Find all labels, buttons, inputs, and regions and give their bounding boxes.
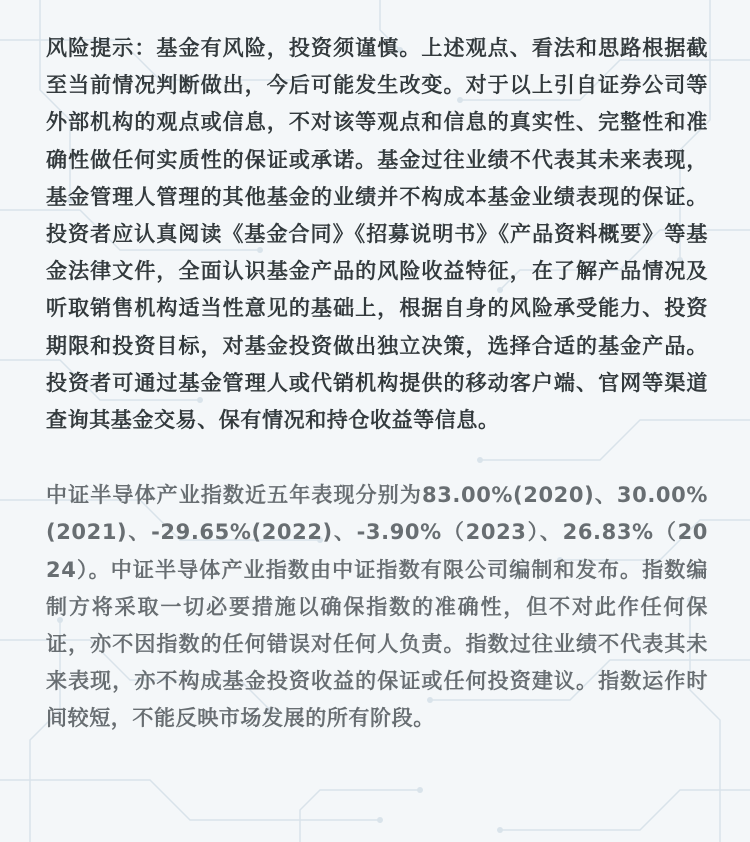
risk-warning-paragraph: 风险提示：基金有风险，投资须谨慎。上述观点、看法和思路根据截至当前情况判断做出，今后可能发生改变。对于以上引自证券公司等外部机构的观点或信息，不对该等观点和信息的真实性、完整性和准确性做任何实质性的保证或承诺。基金过往业绩不代表其未来表现，基金管理人管理的其他基金的业绩并不构成本基金业绩表现的保证。投资者应认真阅读《基金合同》《招募说明书》《产品资料概要》等基金法律文件，全面认识基金产品的风险收益特征，在了解产品情况及听取销售机构适当性意见的基础上，根据自身的风险承受能力、投资期限和投资目标，对基金投资做出独立决策，选择合适的基金产品。投资者可通过基金管理人或代销机构提供的移动客户端、官网等渠道查询其基金交易、保有情况和持仓收益等信息。 xyxy=(46,36,708,433)
index-performance-paragraph: 中证半导体产业指数近五年表现分别为83.00%(2020)、30.00%(2021)、-29.65%(2022)、-3.90%（2023）、26.83%（2024）。中证半导体产业指数由中证指数有限公司编制和发布。指数编制方将采取一切必要措施以确保指数的准确性，但不对此作任何保证，亦不因指数的任何错误对任何人负责。指数过往业绩不代表其未来表现，亦不构成基金投资收益的保证或任何投资建议。指数运作时间较短，不能反映市场发展的所有阶段。 xyxy=(46,483,708,731)
